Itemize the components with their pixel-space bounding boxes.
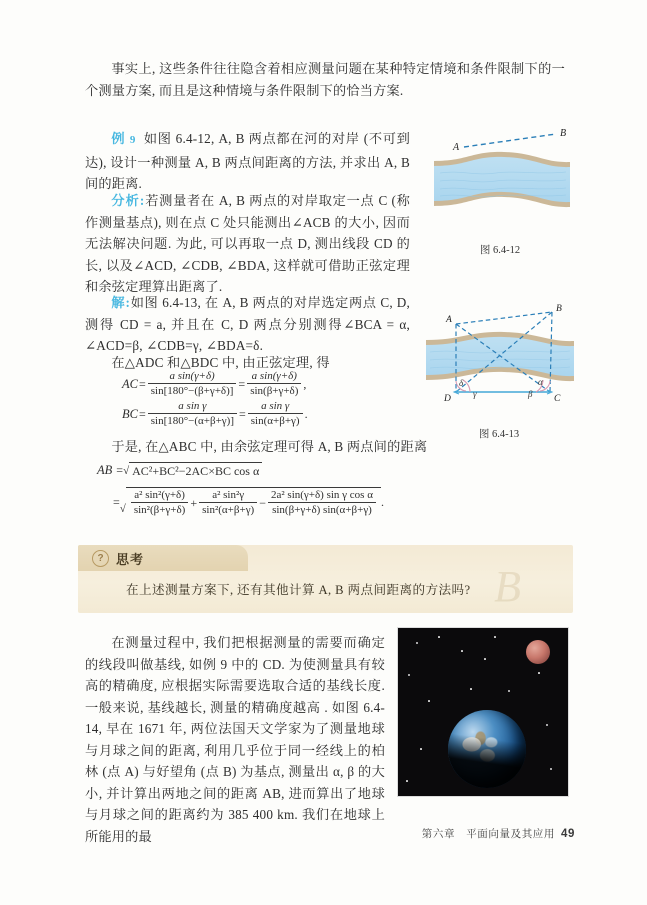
intro-paragraph: 事实上, 这些条件往往隐含着相应测量问题在某种特定情境和条件限制下的一个测量方案, 而且是这种情境与条件限制下的恰当方案. <box>85 61 565 98</box>
svg-text:D: D <box>444 394 451 404</box>
formula-ab-sqrt <box>123 462 262 479</box>
expanded-op-2: − <box>259 495 266 510</box>
formula-bc-fraction-2: $\frac{\text{a sin γ}}{\sin(\alpha+\beta+\gamma)}$ <box>248 400 303 428</box>
svg-text:α: α <box>538 377 543 387</box>
expanded-op-1: + <box>190 495 198 510</box>
analysis-label: 分析: <box>111 193 145 208</box>
think-box-title: 思考 <box>116 551 145 567</box>
solution-label: 解: <box>111 295 131 310</box>
formula-bc-tail: . <box>304 406 308 421</box>
page-footer <box>0 826 647 841</box>
solution-block <box>85 292 410 357</box>
sine-law-intro: 在△ADC 和△BDC 中, 由正弦定理, 得 <box>111 355 330 370</box>
watermark-letter: B <box>494 562 521 611</box>
expanded-tail: . <box>380 494 384 509</box>
svg-text:β: β <box>528 389 533 399</box>
figure-6-4-12-caption: 图 6.4-12 <box>479 245 521 256</box>
example-block <box>85 128 410 195</box>
svg-text:B: B <box>556 304 562 314</box>
formula-ac-tail: , <box>303 376 307 391</box>
formula-ab-lhs: AB <box>97 463 113 477</box>
think-box <box>78 545 573 613</box>
svg-text:δ: δ <box>459 378 464 388</box>
question-mark-icon: ? <box>92 550 109 567</box>
figure-6-4-13-graphic <box>418 300 580 418</box>
footer-chapter: 第六章 平面向量及其应用 <box>421 828 555 840</box>
example-label: 例 9 <box>111 131 136 146</box>
earth-moon-photo <box>398 628 568 796</box>
radical-icon: √ <box>123 465 130 477</box>
formula-ac-fraction-2: $\frac{\text{a sin(γ+δ)}}{\sin(\beta+\gamma+\delta)}$ <box>247 370 301 398</box>
formula-ab: AB = √ AC²+BC²−2AC×BC cos α <box>97 462 262 479</box>
formula-ac: AC = $\frac{\text{a sin(γ+δ)}}{\sin[180^\circ-(\beta+\gamma+\delta)]}$ = $\frac{\text{a sin(γ+δ)}}{\sin(\beta+\gamma+\delta)}$ , <box>122 370 307 397</box>
formula-ac-lhs: AC <box>122 376 138 391</box>
formula-ac-fraction-1: $\frac{\text{a sin(γ+δ)}}{\sin[180^\circ-(\beta+\gamma+\delta)]}$ <box>148 370 237 398</box>
example-text: 如图 6.4-12, A, B 两点都在河的对岸 (不可到达), 设计一种测量 A, B 两点间距离的方法, 并求出 A, B 间的距离. <box>85 131 411 191</box>
page-number: 49 <box>561 828 575 840</box>
svg-text:B: B <box>560 128 567 139</box>
svg-text:C: C <box>554 394 561 404</box>
figure-6-4-12-graphic <box>420 128 580 234</box>
svg-text:A: A <box>453 142 460 153</box>
formula-ab-radicand: AC²+BC²−2AC×BC cos α <box>129 462 262 479</box>
svg-text:γ: γ <box>473 389 477 399</box>
figure-6-4-13 <box>418 300 580 441</box>
formula-bc-lhs: BC <box>122 406 138 421</box>
expanded-term-1: $\frac{\text{a² sin²(γ+δ)}}{\text{sin²(β+γ+δ)}}$ <box>131 489 189 517</box>
radical-icon: √ <box>119 503 126 515</box>
svg-text:A: A <box>446 315 452 325</box>
formula-ab-expanded-sqrt <box>120 487 381 517</box>
moon-icon <box>526 640 550 664</box>
analysis-block <box>85 190 410 298</box>
analysis-text: 若测量者在 A, B 两点的对岸取定一点 C (称作测量基点), 则在点 C 处只能测出∠ACB 的大小, 因而无法解决问题. 为此, 可以再取一点 D, 测出线段 CD 的长, 以及∠ACD, ∠CDB, ∠BDA, 这样就可借助正弦定理和余弦定理算出距离了. <box>85 193 410 294</box>
think-box-tab <box>78 545 248 571</box>
formula-ab-expanded: = √ $\frac{\text{a² sin²(γ+δ)}}{\text{sin²(β+γ+δ)}}$ + $\frac{\text{a² sin²γ}}{\text{sin²(α+β+γ)}}$ − $\frac{\text{2a² sin(γ+δ) sin γ cos α}}{\sin(\beta+\gamma+\delta) \sin(\alpha+\beta+\gamma)}$ . <box>113 489 384 516</box>
formula-bc: BC = $\frac{\text{a sin γ}}{\sin[180^\circ-(\alpha+\beta+\gamma)]}$ = $\frac{\text{a sin γ}}{\sin(\alpha+\beta+\gamma)}$ . <box>122 400 308 427</box>
formula-bc-fraction-1: $\frac{\text{a sin γ}}{\sin[180^\circ-(\alpha+\beta+\gamma)]}$ <box>148 400 237 428</box>
think-box-question: 在上述测量方案下, 还有其他计算 A, B 两点间距离的方法吗? <box>126 583 471 597</box>
expanded-term-2: $\frac{\text{a² sin²γ}}{\text{sin²(α+β+γ)}}$ <box>199 489 257 517</box>
cosine-law-intro: 于是, 在△ABC 中, 由余弦定理可得 A, B 两点间的距离 <box>111 439 428 454</box>
figure-6-4-13-caption: 图 6.4-13 <box>478 429 520 440</box>
figure-6-4-12 <box>420 128 580 257</box>
baseline-paragraph: 在测量过程中, 我们把根据测量的需要而确定的线段叫做基线, 如例 9 中的 CD. 为使测量具有较高的精确度, 应根据实际需要选取合适的基线长度. 一般来说, 基线越长, 测量的精确度越高 . 如图 6.4-14, 早在 1671 年, 两位法国天文学家为了测量地球与月球之间的距离, 利用几乎位于同一经线上的柏林 (点 A) 与好望角 (点 B) 为基点, 测量出 α, β 的大小, 并计算出两地之间的距离 AB, 进而算出了地球与月球之间的距离约为 385 400 km. 我们在地球上所能用的最 <box>85 635 385 844</box>
expanded-term-3: $\frac{\text{2a² sin(γ+δ) sin γ cos α}}{\sin(\beta+\gamma+\delta) \sin(\alpha+\beta+\gamma)}$ <box>268 489 376 517</box>
earth-terminator-shadow <box>448 710 526 788</box>
solution-text: 如图 6.4-13, 在 A, B 两点的对岸选定两点 C, D, 测得 CD = a, 并且在 C, D 两点分别测得∠BCA = α, ∠ACD=β, ∠CDB=γ, ∠BDA=δ. <box>85 295 410 353</box>
